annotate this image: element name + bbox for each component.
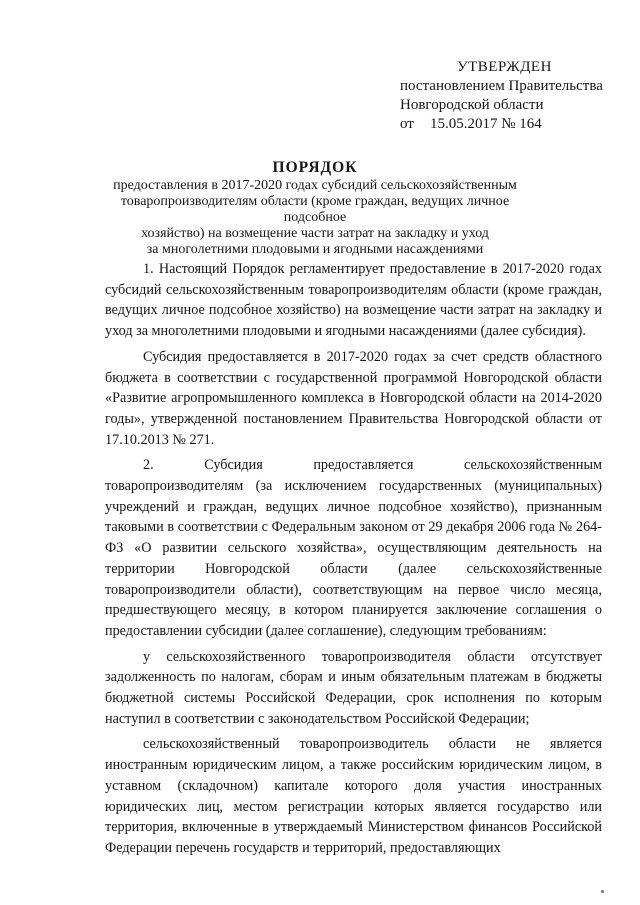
- paragraph-2: Субсидия предоставляется в 2017-2020 годах за счет средств областного бюджета в соответствии с государственной программой Новгородской области «Развитие агропромышленного комплекса в Новгородской области на 2014-2020 годы», утвержденной постановлением Правительства Новгородской области от 17.10.2013 № 271.: [105, 348, 602, 448]
- document-title: ПОРЯДОК: [272, 159, 358, 176]
- document-body: [105, 259, 602, 859]
- approval-date-number: 15.05.2017 № 164: [430, 116, 542, 132]
- approval-date-line: [400, 115, 603, 134]
- document-subtitle: [90, 178, 540, 258]
- document-heading: [90, 158, 540, 258]
- subtitle-line: товаропроизводителям области (кроме граждан, ведущих личное подсобное: [120, 194, 510, 225]
- approval-heading: УТВЕРЖДЕН: [457, 59, 552, 75]
- subtitle-line: за многолетними плодовыми и ягодными насаждениями: [146, 242, 484, 257]
- approval-line-2: Новгородской области: [400, 97, 544, 113]
- approval-stamp: [400, 58, 603, 134]
- subtitle-line: хозяйство) на возмещение части затрат на закладку и уход: [141, 226, 489, 241]
- approval-line-1: постановлением Правительства: [400, 78, 603, 94]
- paragraph-5: сельскохозяйственный товаропроизводитель области не является иностранным юридическим лицом, а также российским юридическим лицом, в уставном (складочном) капитале которого доля участия иностранных юридических лиц, местом регистрации которых является государство или территория, включенные в утверждаемый Министерством финансов Российской Федерации перечень государств и территорий, предоставляющих: [105, 736, 602, 856]
- paragraph-1: 1. Настоящий Порядок регламентирует предоставление в 2017-2020 годах субсидий сельскохозяйственным товаропроизводителям области (кроме граждан, ведущих личное подсобное хозяйство) на возмещение части затрат на закладку и уход за многолетними плодовыми и ягодными насаждениями (далее субсидия).: [105, 261, 602, 340]
- scan-speck: [601, 890, 604, 893]
- subtitle-line: предоставления в 2017-2020 годах субсидий сельскохозяйственным: [113, 178, 517, 193]
- paragraph-4: у сельскохозяйственного товаропроизводителя области отсутствует задолженность по налогам, сборам и иным обязательным платежам в бюджеты бюджетной системы Российской Федерации, срок исполнения по которым наступил в соответствии с законодательством Российской Федерации;: [105, 648, 602, 727]
- approval-date-prefix: от: [400, 116, 414, 132]
- paragraph-3: 2. Субсидия предоставляется сельскохозяйственным товаропроизводителям (за исключением государственных (муниципальных) учреждений и граждан, ведущих личное подсобное хозяйство), признанным таковыми в соответствии с Федеральным законом от 29 декабря 2006 года № 264-ФЗ «О развитии сельского хозяйства», осуществляющим деятельность на территории Новгородской области (далее сельскохозяйственные товаропроизводители области), соответствующим на первое число месяца, предшествующего месяцу, в котором планируется заключение соглашения о предоставлении субсидии (далее соглашение), следующим требованиям:: [105, 457, 602, 639]
